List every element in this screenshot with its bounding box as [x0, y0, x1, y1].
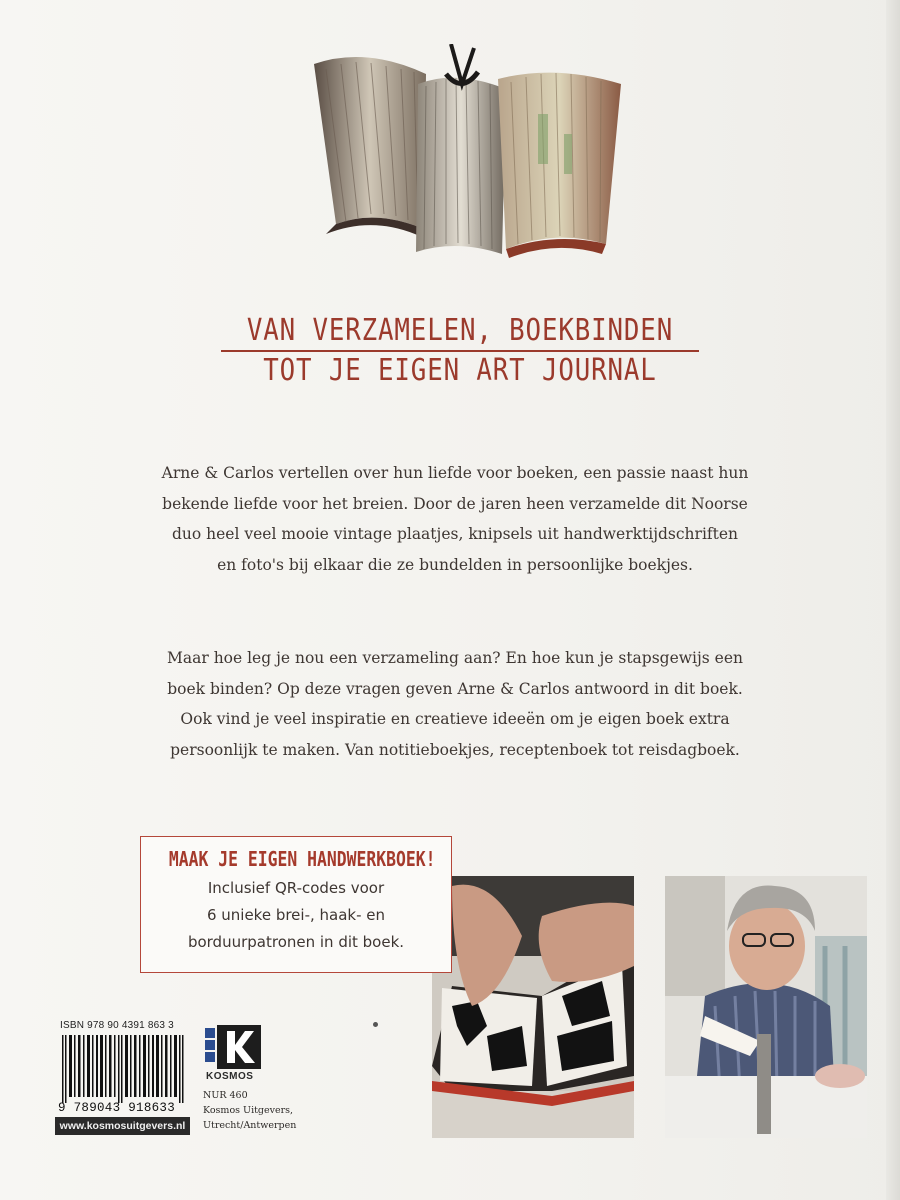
headline: [200, 312, 720, 390]
paragraph-line: persoonlijk te maken. Van notitieboekjes, receptenboek tot reisdagboek.: [170, 740, 740, 759]
speck: [373, 1022, 378, 1027]
nur-code: NUR 460: [203, 1090, 248, 1101]
handwork-callout: [140, 836, 452, 973]
paragraph-line: Ook vind je veel inspiratie en creatieve ideeën om je eigen boek extra: [180, 710, 730, 728]
paragraph-line: duo heel veel mooie vintage plaatjes, knipsels uit handwerktijdschriften: [171, 525, 739, 543]
publisher-name: Kosmos Uitgevers,: [203, 1105, 294, 1116]
paragraph-line: bekende liefde voor het breien. Door de jaren heen verzamelde dit Noorse: [162, 494, 748, 513]
publisher-info: [203, 1088, 296, 1133]
paragraph-line: en foto's bij elkaar die ze bundelden in persoonlijke boekjes.: [217, 555, 693, 574]
callout-line: 6 unieke brei-, haak- en: [206, 906, 386, 924]
headline-line-2: TOT JE EIGEN ART JOURNAL: [263, 353, 657, 388]
publisher-location: Utrecht/Antwerpen: [203, 1120, 297, 1131]
cover-edge: [886, 0, 900, 1200]
headline-line-1: VAN VERZAMELEN, BOEKBINDEN: [246, 313, 674, 348]
paragraph-line: Arne & Carlos vertellen over hun liefde voor boeken, een passie naast hun: [161, 464, 749, 482]
barcode-digits: 9 789043 918633: [58, 1101, 176, 1115]
open-books-illustration: [306, 44, 626, 259]
isbn-label: ISBN 978 90 4391 863 3: [60, 1020, 174, 1031]
second-paragraph: [150, 643, 760, 765]
paragraph-line: boek binden? Op deze vragen geven Arne & Carlos antwoord in dit boek.: [167, 679, 743, 698]
publisher-brand: KOSMOS: [206, 1071, 254, 1082]
callout-body: [141, 875, 451, 956]
publisher-website: www.kosmosuitgevers.nl: [55, 1117, 190, 1135]
bookbinding-hands-photo: [432, 876, 634, 1138]
kosmos-logo-icon: [205, 1025, 265, 1071]
paragraph-line: Maar hoe leg je nou een verzameling aan? En hoe kun je stapsgewijs een: [167, 649, 743, 667]
barcode-image: [60, 1035, 186, 1103]
callout-line: borduurpatronen in dit boek.: [187, 933, 405, 951]
callout-line: Inclusief QR-codes voor: [207, 879, 385, 897]
callout-title: MAAK JE EIGEN HANDWERKBOEK!: [168, 847, 436, 871]
man-glueing-photo: [665, 876, 867, 1138]
intro-paragraph: [150, 458, 760, 580]
